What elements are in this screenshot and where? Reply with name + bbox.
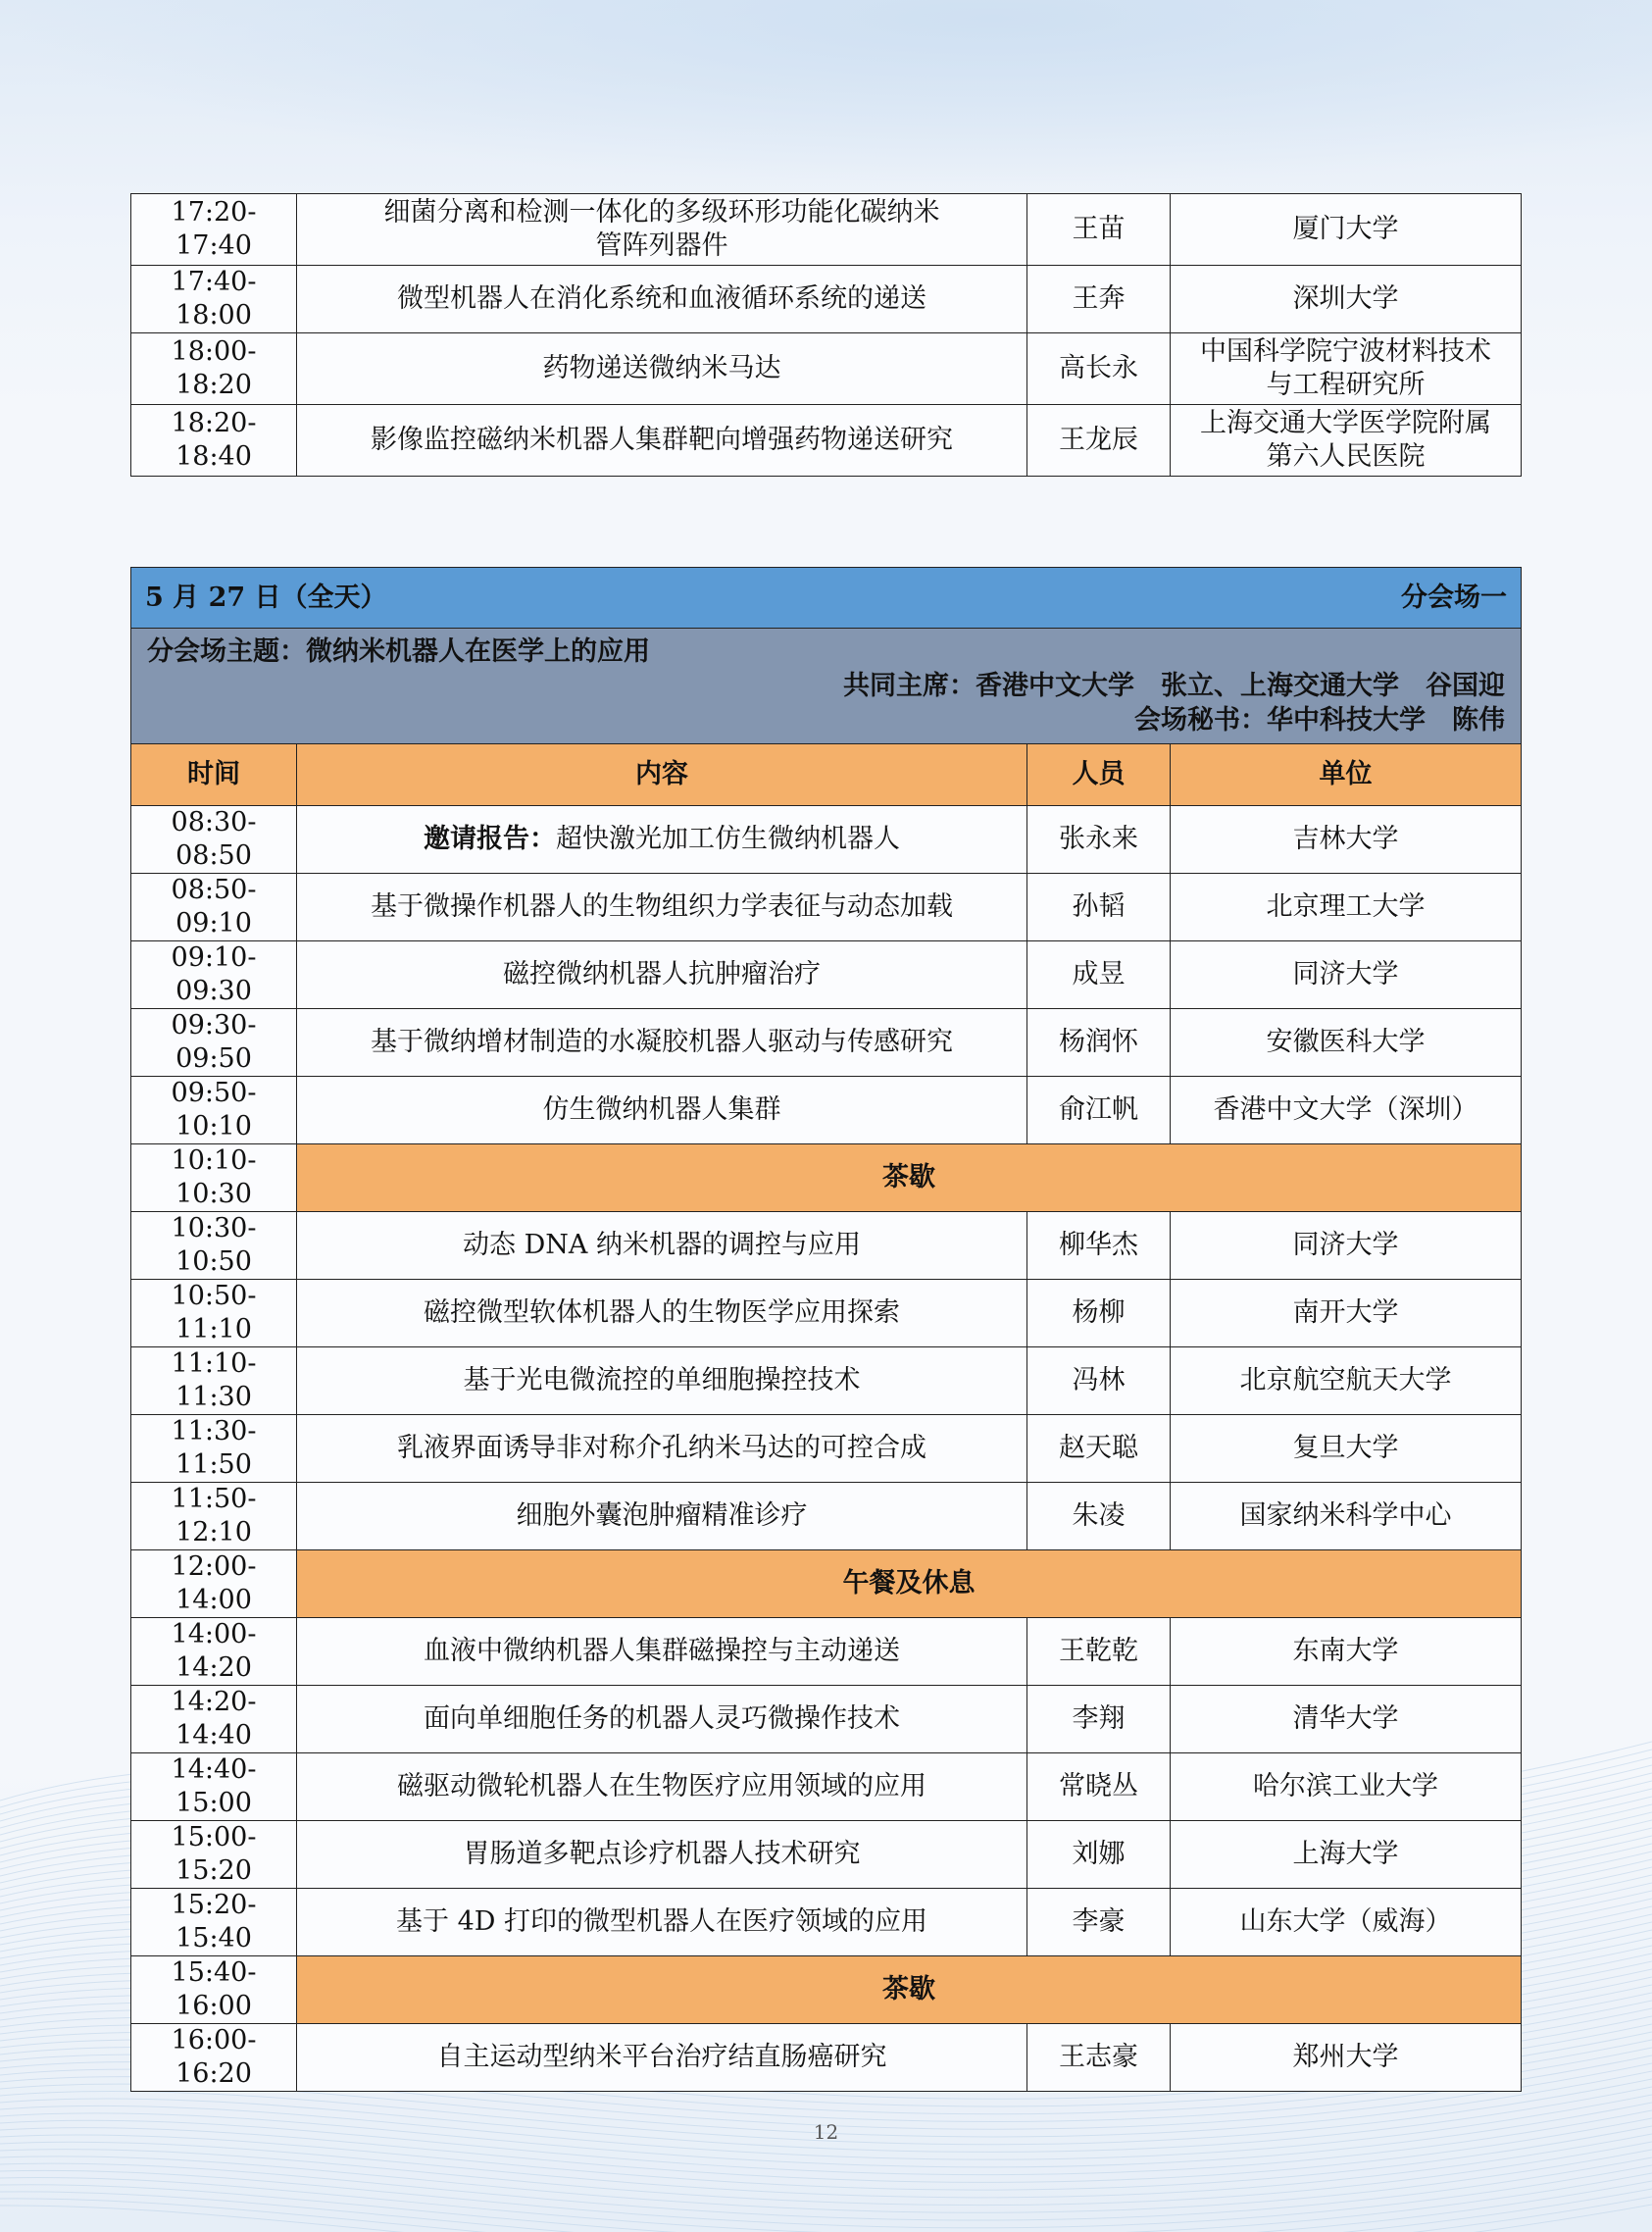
unit-cell: 中国科学院宁波材料技术 与工程研究所 <box>1171 333 1522 405</box>
time-cell: 17:40-18:00 <box>131 266 297 333</box>
time-cell: 10:10-10:30 <box>131 1144 297 1212</box>
table-row <box>131 405 1522 477</box>
time-cell: 18:20-18:40 <box>131 405 297 477</box>
time-cell: 09:10-09:30 <box>131 941 297 1009</box>
table-row <box>131 1077 1522 1144</box>
table-row <box>131 333 1522 405</box>
unit-cell: 同济大学 <box>1171 1212 1522 1280</box>
break-row <box>131 1550 1522 1618</box>
break-row <box>131 1956 1522 2024</box>
session-date: 5 月 27 日（全天） <box>145 582 387 613</box>
table-row <box>131 1347 1522 1415</box>
person-cell: 张永来 <box>1027 806 1171 874</box>
person-cell: 杨润怀 <box>1027 1009 1171 1077</box>
break-label: 茶歇 <box>297 1956 1522 2024</box>
table-row <box>131 806 1522 874</box>
person-cell: 朱凌 <box>1027 1483 1171 1550</box>
content-cell: 基于微操作机器人的生物组织力学表征与动态加载 <box>297 874 1027 941</box>
content-cell: 磁控微型软体机器人的生物医学应用探索 <box>297 1280 1027 1347</box>
unit-cell: 清华大学 <box>1171 1686 1522 1753</box>
content-cell: 面向单细胞任务的机器人灵巧微操作技术 <box>297 1686 1027 1753</box>
content-cell: 邀请报告：超快激光加工仿生微纳机器人 <box>297 806 1027 874</box>
content-cell: 基于微纳增材制造的水凝胶机器人驱动与传感研究 <box>297 1009 1027 1077</box>
unit-cell: 南开大学 <box>1171 1280 1522 1347</box>
content-cell: 基于光电微流控的单细胞操控技术 <box>297 1347 1027 1415</box>
person-cell: 李翔 <box>1027 1686 1171 1753</box>
unit-cell: 哈尔滨工业大学 <box>1171 1753 1522 1821</box>
session-theme-row <box>131 629 1522 744</box>
unit-cell: 东南大学 <box>1171 1618 1522 1686</box>
person-cell: 常晓丛 <box>1027 1753 1171 1821</box>
person-cell: 赵天聪 <box>1027 1415 1171 1483</box>
table-row <box>131 1618 1522 1686</box>
table-row <box>131 1686 1522 1753</box>
time-cell: 09:50-10:10 <box>131 1077 297 1144</box>
time-cell: 18:00-18:20 <box>131 333 297 405</box>
header-person: 人员 <box>1027 744 1171 806</box>
unit-cell: 上海交通大学医学院附属 第六人民医院 <box>1171 405 1522 477</box>
table-header-row <box>131 744 1522 806</box>
person-cell: 王志豪 <box>1027 2024 1171 2092</box>
person-cell: 成昱 <box>1027 941 1171 1009</box>
person-cell: 孙韬 <box>1027 874 1171 941</box>
time-cell: 08:50-09:10 <box>131 874 297 941</box>
unit-cell: 吉林大学 <box>1171 806 1522 874</box>
table-row <box>131 874 1522 941</box>
person-cell: 高长永 <box>1027 333 1171 405</box>
person-cell: 杨柳 <box>1027 1280 1171 1347</box>
person-cell: 王奔 <box>1027 266 1171 333</box>
time-cell: 14:20-14:40 <box>131 1686 297 1753</box>
table-row <box>131 1483 1522 1550</box>
time-cell: 12:00-14:00 <box>131 1550 297 1618</box>
person-cell: 王龙辰 <box>1027 405 1171 477</box>
table-row <box>131 1009 1522 1077</box>
unit-cell: 复旦大学 <box>1171 1415 1522 1483</box>
table-row <box>131 1415 1522 1483</box>
content-cell: 血液中微纳机器人集群磁操控与主动递送 <box>297 1618 1027 1686</box>
content-cell: 细菌分离和检测一体化的多级环形功能化碳纳米 管阵列器件 <box>297 194 1027 266</box>
content-cell: 细胞外囊泡肿瘤精准诊疗 <box>297 1483 1027 1550</box>
content-cell: 自主运动型纳米平台治疗结直肠癌研究 <box>297 2024 1027 2092</box>
unit-cell: 同济大学 <box>1171 941 1522 1009</box>
invited-report-label: 邀请报告： <box>424 824 556 854</box>
unit-cell: 上海大学 <box>1171 1821 1522 1889</box>
table-row <box>131 1753 1522 1821</box>
person-cell: 刘娜 <box>1027 1821 1171 1889</box>
table-row <box>131 1889 1522 1956</box>
time-cell: 15:40-16:00 <box>131 1956 297 2024</box>
time-cell: 16:00-16:20 <box>131 2024 297 2092</box>
header-banner <box>0 0 1652 186</box>
header-content: 内容 <box>297 744 1027 806</box>
session-theme: 分会场主题：微纳米机器人在医学上的应用 <box>147 636 650 667</box>
content-cell: 影像监控磁纳米机器人集群靶向增强药物递送研究 <box>297 405 1027 477</box>
table-row <box>131 1280 1522 1347</box>
time-cell: 15:20-15:40 <box>131 1889 297 1956</box>
content-cell: 动态 DNA 纳米机器的调控与应用 <box>297 1212 1027 1280</box>
table-row <box>131 941 1522 1009</box>
person-cell: 李豪 <box>1027 1889 1171 1956</box>
header-time: 时间 <box>131 744 297 806</box>
session-schedule-table <box>130 567 1522 2092</box>
unit-cell: 厦门大学 <box>1171 194 1522 266</box>
break-label: 午餐及休息 <box>297 1550 1522 1618</box>
time-cell: 10:30-10:50 <box>131 1212 297 1280</box>
table-row <box>131 2024 1522 2092</box>
content-cell: 乳液界面诱导非对称介孔纳米马达的可控合成 <box>297 1415 1027 1483</box>
time-cell: 08:30-08:50 <box>131 806 297 874</box>
content-cell: 药物递送微纳米马达 <box>297 333 1027 405</box>
unit-cell: 香港中文大学（深圳） <box>1171 1077 1522 1144</box>
content-cell: 胃肠道多靶点诊疗机器人技术研究 <box>297 1821 1027 1889</box>
session-venue: 分会场一 <box>1401 582 1507 613</box>
session-chairs: 共同主席：香港中文大学 张立、上海交通大学 谷国迎 <box>843 671 1505 701</box>
unit-cell: 北京理工大学 <box>1171 874 1522 941</box>
unit-cell: 北京航空航天大学 <box>1171 1347 1522 1415</box>
person-cell: 王乾乾 <box>1027 1618 1171 1686</box>
break-label: 茶歇 <box>297 1144 1522 1212</box>
table-row <box>131 194 1522 266</box>
table-row <box>131 266 1522 333</box>
content-cell: 磁控微纳机器人抗肿瘤治疗 <box>297 941 1027 1009</box>
person-cell: 柳华杰 <box>1027 1212 1171 1280</box>
table-row <box>131 1821 1522 1889</box>
wave-line <box>0 2181 1652 2232</box>
person-cell: 王苗 <box>1027 194 1171 266</box>
unit-cell: 深圳大学 <box>1171 266 1522 333</box>
time-cell: 11:50-12:10 <box>131 1483 297 1550</box>
time-cell: 14:40-15:00 <box>131 1753 297 1821</box>
unit-cell: 安徽医科大学 <box>1171 1009 1522 1077</box>
session-header-row <box>131 568 1522 629</box>
time-cell: 11:10-11:30 <box>131 1347 297 1415</box>
unit-cell: 国家纳米科学中心 <box>1171 1483 1522 1550</box>
break-row <box>131 1144 1522 1212</box>
person-cell: 冯林 <box>1027 1347 1171 1415</box>
content-cell: 基于 4D 打印的微型机器人在医疗领域的应用 <box>297 1889 1027 1956</box>
unit-cell: 山东大学（威海） <box>1171 1889 1522 1956</box>
content-cell: 微型机器人在消化系统和血液循环系统的递送 <box>297 266 1027 333</box>
unit-cell: 郑州大学 <box>1171 2024 1522 2092</box>
content-cell: 磁驱动微轮机器人在生物医疗应用领域的应用 <box>297 1753 1027 1821</box>
time-cell: 10:50-11:10 <box>131 1280 297 1347</box>
time-cell: 15:00-15:20 <box>131 1821 297 1889</box>
person-cell: 俞江帆 <box>1027 1077 1171 1144</box>
time-cell: 14:00-14:20 <box>131 1618 297 1686</box>
top-schedule-table <box>130 193 1522 477</box>
session-secretary: 会场秘书：华中科技大学 陈伟 <box>1134 705 1505 736</box>
header-unit: 单位 <box>1171 744 1522 806</box>
time-cell: 09:30-09:50 <box>131 1009 297 1077</box>
table-row <box>131 1212 1522 1280</box>
time-cell: 11:30-11:50 <box>131 1415 297 1483</box>
page-number: 12 <box>813 2120 839 2144</box>
time-cell: 17:20-17:40 <box>131 194 297 266</box>
content-cell: 仿生微纳机器人集群 <box>297 1077 1027 1144</box>
